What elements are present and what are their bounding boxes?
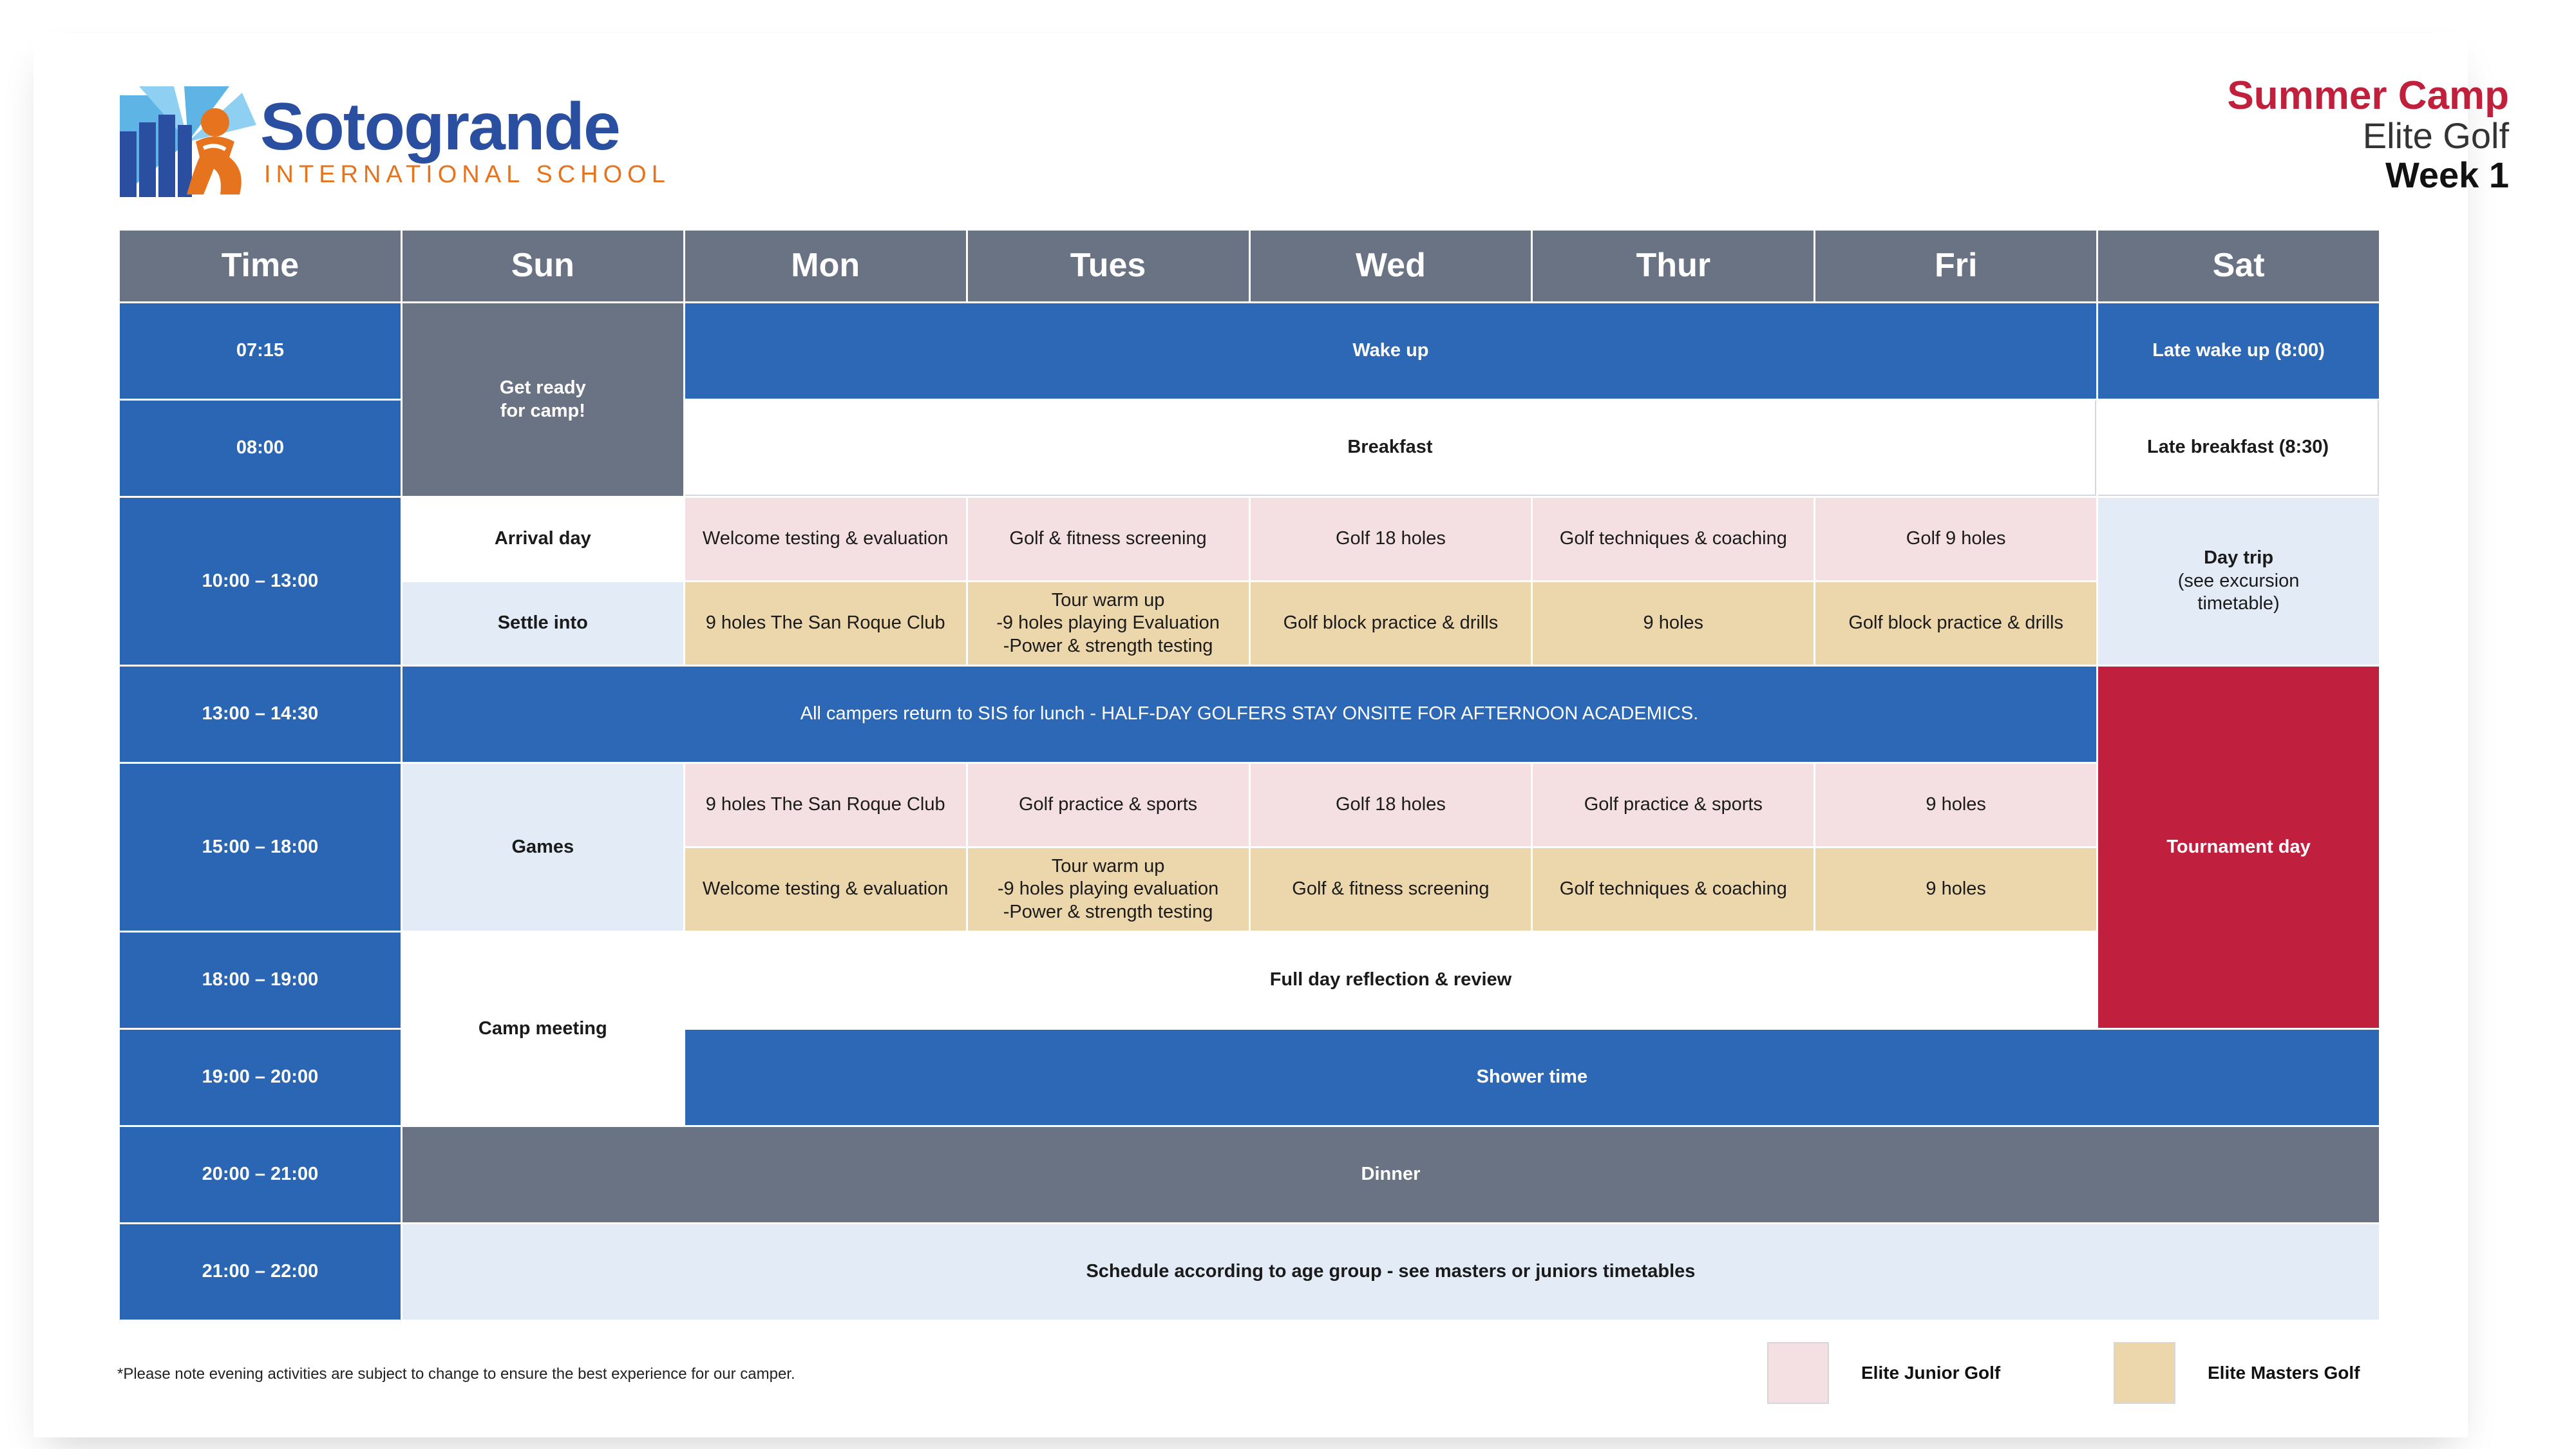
late-breakfast: Late breakfast (8:30) [2098, 401, 2379, 496]
legend-masters [2114, 1341, 2360, 1405]
camp-title: Summer Camp [2227, 73, 2509, 118]
legend-junior-label: Elite Junior Golf [1861, 1363, 2001, 1383]
day-trip [2098, 498, 2379, 665]
day-trip-note: (see excursion timetable) [2177, 570, 2300, 614]
mon-am-junior: Welcome testing & evaluation [685, 498, 966, 580]
full-day-reflection: Full day reflection & review [685, 933, 2096, 1028]
time-2100-2200: 21:00 – 22:00 [120, 1224, 401, 1320]
time-1000-1300: 10:00 – 13:00 [120, 498, 401, 665]
tue-am-junior: Golf & fitness screening [968, 498, 1249, 580]
header-thur: Thur [1533, 231, 1814, 301]
time-1300-1430: 13:00 – 14:30 [120, 667, 401, 762]
sun-get-ready: Get ready for camp! [402, 303, 683, 496]
legend-masters-label: Elite Masters Golf [2208, 1363, 2360, 1383]
header-time: Time [120, 231, 401, 301]
shower-time: Shower time [685, 1030, 2379, 1125]
wed-pm-junior: Golf 18 holes [1251, 764, 1531, 846]
mon-pm-masters: Welcome testing & evaluation [685, 848, 966, 931]
wed-am-junior: Golf 18 holes [1251, 498, 1531, 580]
time-0715: 07:15 [120, 303, 401, 399]
header-wed: Wed [1251, 231, 1531, 301]
logo-subtitle: INTERNATIONAL SCHOOL [264, 161, 670, 188]
header-mon: Mon [685, 231, 966, 301]
title-block [2227, 73, 2509, 195]
time-2000-2100: 20:00 – 21:00 [120, 1127, 401, 1222]
thu-am-junior: Golf techniques & coaching [1533, 498, 1814, 580]
time-1800-1900: 18:00 – 19:00 [120, 933, 401, 1028]
header-tues: Tues [968, 231, 1249, 301]
week-label: Week 1 [2385, 154, 2509, 195]
mon-pm-junior: 9 holes The San Roque Club [685, 764, 966, 846]
schedule-table [120, 231, 2379, 1294]
breakfast: Breakfast [685, 401, 2096, 496]
legend-junior [1767, 1341, 2000, 1405]
mon-am-masters: 9 holes The San Roque Club [685, 582, 966, 665]
games: Games [402, 764, 683, 931]
program-subtitle: Elite Golf [2362, 115, 2509, 156]
tournament-day: Tournament day [2098, 667, 2379, 1028]
time-0800: 08:00 [120, 401, 401, 496]
thu-pm-masters: Golf techniques & coaching [1533, 848, 1814, 931]
logo-mark-icon [120, 86, 256, 197]
header-sat: Sat [2098, 231, 2379, 301]
thu-pm-junior: Golf practice & sports [1533, 764, 1814, 846]
tue-pm-junior: Golf practice & sports [968, 764, 1249, 846]
wed-am-masters: Golf block practice & drills [1251, 582, 1531, 665]
dinner: Dinner [402, 1127, 2379, 1222]
day-trip-title: Day trip [2204, 547, 2274, 569]
footnote: *Please note evening activities are subject to change to ensure the best experience for our camper. [117, 1365, 795, 1383]
legend-masters-swatch [2114, 1342, 2175, 1404]
header-fri: Fri [1815, 231, 2096, 301]
school-logo [120, 86, 670, 201]
thu-am-masters: 9 holes [1533, 582, 1814, 665]
arrival-day: Arrival day [402, 498, 683, 580]
camp-meeting: Camp meeting [402, 933, 683, 1125]
time-1500-1800: 15:00 – 18:00 [120, 764, 401, 931]
fri-am-masters: Golf block practice & drills [1815, 582, 2096, 665]
fri-pm-masters: 9 holes [1815, 848, 2096, 931]
settle-into: Settle into [402, 582, 683, 665]
wed-pm-masters: Golf & fitness screening [1251, 848, 1531, 931]
tue-am-masters: Tour warm up -9 holes playing Evaluation -Power & strength testing [968, 582, 1249, 665]
legend-junior-swatch [1767, 1342, 1829, 1404]
age-group-schedule: Schedule according to age group - see masters or juniors timetables [402, 1224, 2379, 1320]
tue-pm-masters: Tour warm up -9 holes playing evaluation -Power & strength testing [968, 848, 1249, 931]
fri-pm-junior: 9 holes [1815, 764, 2096, 846]
wake-up: Wake up [685, 303, 2096, 399]
lunch-notice: All campers return to SIS for lunch - HALF-DAY GOLFERS STAY ONSITE FOR AFTERNOON ACADEMICS. [402, 667, 2096, 762]
time-1900-2000: 19:00 – 20:00 [120, 1030, 401, 1125]
fri-am-junior: Golf 9 holes [1815, 498, 2096, 580]
logo-name: Sotogrande [260, 90, 620, 164]
late-wake-up: Late wake up (8:00) [2098, 303, 2379, 399]
header-sun: Sun [402, 231, 683, 301]
